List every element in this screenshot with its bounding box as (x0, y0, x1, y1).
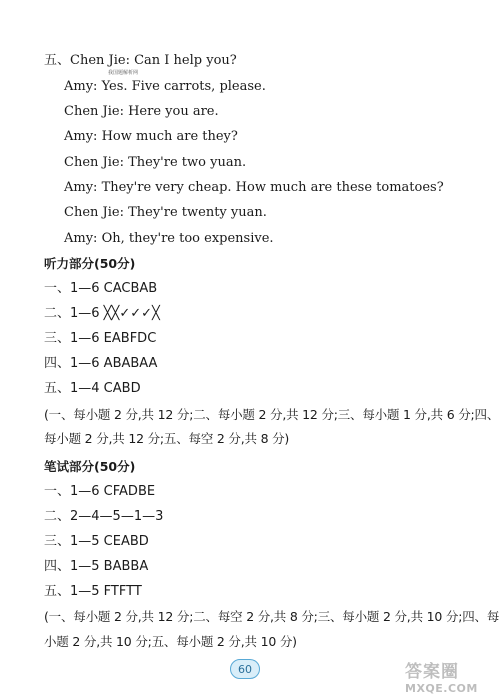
written-scoring: 小题 2 分,共 10 分;五、每小题 2 分,共 10 分) (44, 634, 297, 649)
handwritten-note: 我国题解析网 (108, 70, 139, 76)
dialogue-line: Amy: How much are they? (64, 129, 238, 144)
watermark-bottom: MXQE.COM (405, 682, 478, 695)
dialogue-line: 五、Chen Jie: Can I help you? (44, 53, 237, 68)
listening-answer: 一、1—6 CACBAB (44, 281, 158, 296)
dialogue-line: Chen Jie: They're twenty yuan. (64, 205, 267, 220)
listening-scoring: 每小题 2 分,共 12 分;五、每空 2 分,共 8 分) (44, 431, 290, 446)
written-answer: 三、1—5 CEABD (44, 534, 149, 549)
listening-answer: 二、1—6 ╳╳✓✓✓╳ (44, 306, 160, 321)
written-answer: 五、1—5 FTFTT (44, 584, 142, 599)
listening-answer: 三、1—6 EABFDC (44, 331, 157, 346)
listening-heading: 听力部分(50分) (44, 256, 136, 271)
watermark-top: 答案圈 (405, 662, 459, 682)
dialogue-line: Amy: Yes. Five carrots, please. (64, 79, 266, 94)
listening-answer: 四、1—6 ABABAA (44, 356, 158, 371)
listening-answer: 五、1—4 CABD (44, 381, 141, 396)
dialogue-line: Chen Jie: They're two yuan. (64, 155, 247, 170)
page-number-label: 60 (230, 659, 260, 679)
watermark-logo (405, 657, 497, 697)
dialogue-line: Amy: Oh, they're too expensive. (64, 231, 274, 246)
dialogue-line: Amy: They're very cheap. How much are these tomatoes? (64, 180, 444, 195)
written-heading: 笔试部分(50分) (44, 459, 136, 474)
written-answer: 二、2—4—5—1—3 (44, 509, 164, 524)
written-answer: 一、1—6 CFADBE (44, 484, 156, 499)
written-answer: 四、1—5 BABBA (44, 559, 149, 574)
written-scoring: (一、每小题 2 分,共 12 分;二、每空 2 分,共 8 分;三、每小题 2 分,共 10 分;四、每 (44, 609, 500, 624)
dialogue-line: Chen Jie: Here you are. (64, 104, 219, 119)
listening-scoring: (一、每小题 2 分,共 12 分;二、每小题 2 分,共 12 分;三、每小题 1 分,共 6 分;四、 (44, 407, 500, 422)
page-number (229, 659, 261, 679)
